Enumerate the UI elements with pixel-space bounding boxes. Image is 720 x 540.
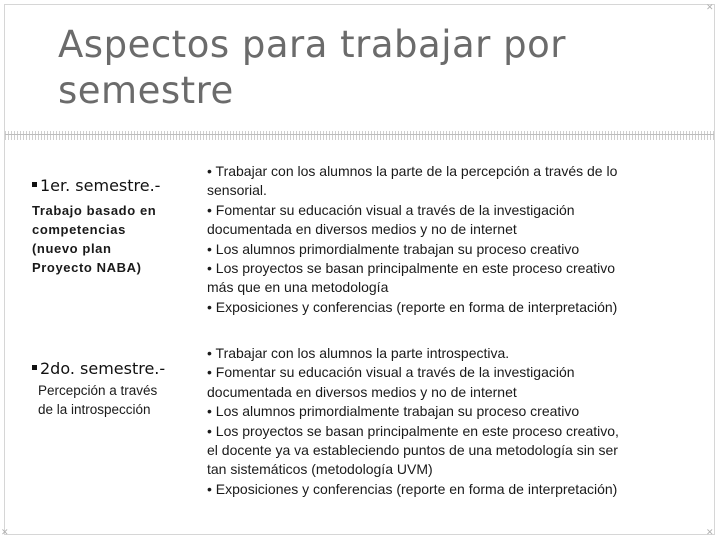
semester-1-desc-line: Proyecto NABA) xyxy=(32,260,142,275)
semester-2-label: 2do. semestre.- xyxy=(40,359,166,378)
semester-2-desc-line: de la introspección xyxy=(38,402,151,417)
title-divider xyxy=(5,131,714,140)
title-line-2: semestre xyxy=(58,69,234,112)
point-line: • Fomentar su educación visual a través de la investigación xyxy=(207,201,575,218)
point-line: documentada en diversos medios y no de internet xyxy=(207,383,517,400)
semester-1-heading xyxy=(32,176,192,277)
semester-2-desc-line: Percepción a través xyxy=(38,383,158,398)
point-line: • Trabajar con los alumnos la parte introspectiva. xyxy=(207,345,510,361)
point-line: más que en una metodología xyxy=(207,279,389,296)
semester-2-heading xyxy=(32,359,192,419)
square-bullet-icon xyxy=(32,365,37,370)
semester-1-label: 1er. semestre.- xyxy=(40,176,161,195)
corner-mark-top-right: ✕ xyxy=(706,2,714,12)
point-line: el docente ya va estableciendo puntos de una metodología sin ser xyxy=(207,442,618,459)
corner-mark-bottom-left: ✕ xyxy=(1,527,9,537)
point-line: • Trabajar con los alumnos la parte de la percepción a través de lo xyxy=(207,163,618,179)
point-line: • Los alumnos primordialmente trabajan su proceso creativo xyxy=(207,403,580,420)
point-line: • Los alumnos primordialmente trabajan su proceso creativo xyxy=(207,240,580,257)
point-line: • Exposiciones y conferencias (reporte en forma de interpretación) xyxy=(207,480,618,497)
point-line: • Los proyectos se basan principalmente en este proceso creativo xyxy=(207,260,616,277)
semester-1-points xyxy=(207,162,685,317)
point-line: • Fomentar su educación visual a través de la investigación xyxy=(207,364,575,381)
point-line: documentada en diversos medios y no de internet xyxy=(207,221,517,238)
square-bullet-icon xyxy=(32,182,37,187)
semester-2-description xyxy=(38,381,192,419)
point-line: sensorial. xyxy=(207,182,267,199)
point-line: tan sistemáticos (metodología UVM) xyxy=(207,461,433,478)
semester-1-desc-line: competencias xyxy=(32,222,126,237)
corner-mark-bottom-right: ✕ xyxy=(706,527,714,537)
semester-1-description xyxy=(32,201,192,277)
semester-1-desc-line: (nuevo plan xyxy=(32,241,112,256)
point-line: • Los proyectos se basan principalmente en este proceso creativo, xyxy=(207,422,619,439)
semester-1-desc-line: Trabajo basado en xyxy=(32,203,157,218)
semester-2-points xyxy=(207,344,685,499)
slide-title xyxy=(58,22,678,114)
point-line: • Exposiciones y conferencias (reporte en forma de interpretación) xyxy=(207,298,618,315)
title-line-1: Aspectos para trabajar por xyxy=(58,23,566,66)
